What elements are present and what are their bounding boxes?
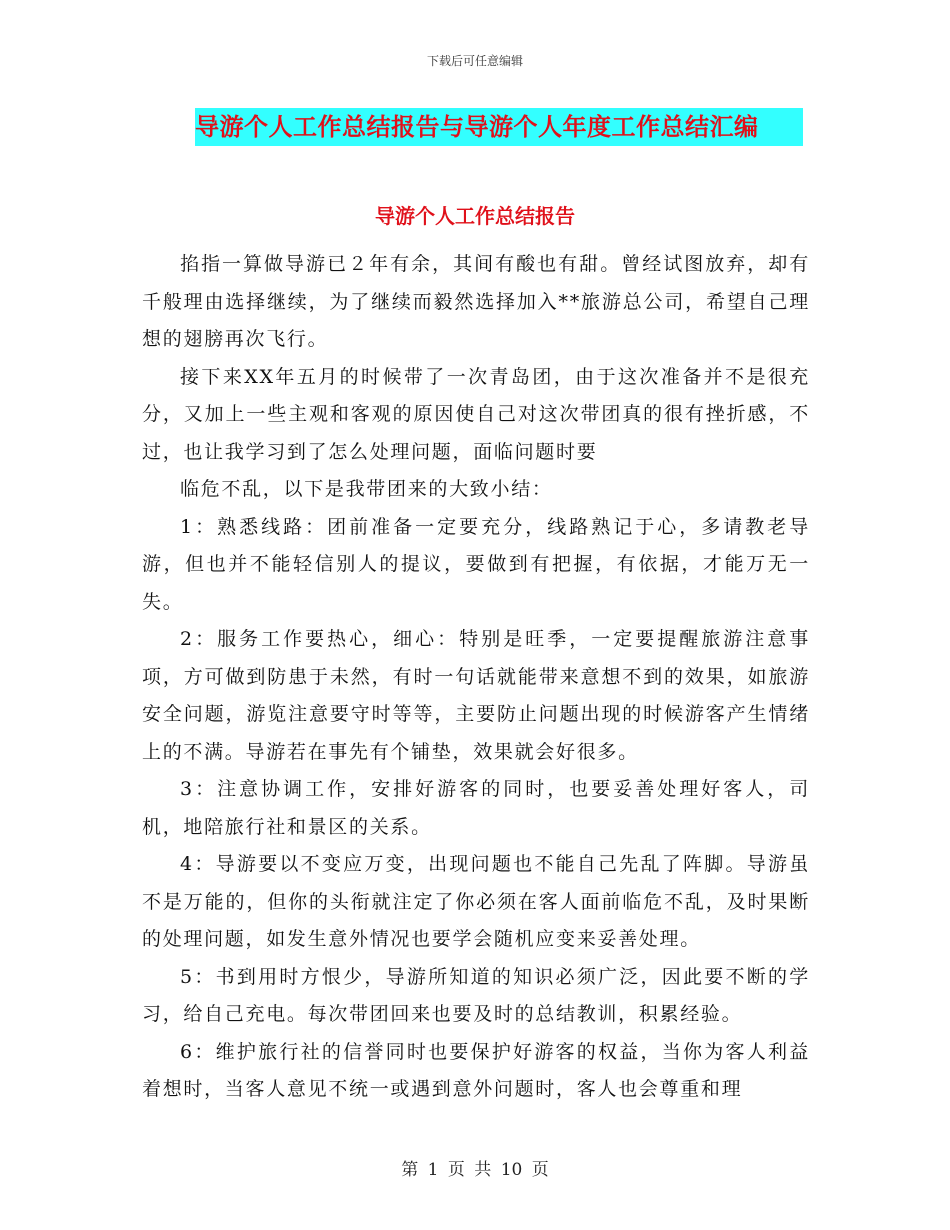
paragraph-2: 接下来XX年五月的时候带了一次青岛团，由于这次准备并不是很充分，又加上一些主观和客观的原因使自己对这次带团真的很有挫折感，不过，也让我学习到了怎么处理问题，面临问题时要 [142,365,810,463]
paragraph-4: 1：熟悉线路：团前准备一定要充分，线路熟记于心，多请教老导游，但也并不能轻信别人的提议，要做到有把握，有依据，才能万无一失。 [142,515,810,613]
body-text [142,246,810,1109]
paragraph-5: 2：服务工作要热心，细心：特别是旺季，一定要提醒旅游注意事项，方可做到防患于未然，有时一句话就能带来意想不到的效果，如旅游安全问题，游览注意要守时等等，主要防止问题出现的时候游客产生情绪上的不满。导游若在事先有个铺垫，效果就会好很多。 [142,628,810,763]
paragraph-3: 临危不乱，以下是我带团来的大致小结： [180,478,553,500]
paragraph-1: 掐指一算做导游已２年有余，其间有酸也有甜。曾经试图放弃，却有千般理由选择继续，为了继续而毅然选择加入**旅游总公司，希望自己理想的翅膀再次飞行。 [142,253,810,350]
paragraph-9: 6：维护旅行社的信誉同时也要保护好游客的权益，当你为客人利益着想时，当客人意见不统一或遇到意外问题时，客人也会尊重和理 [142,1040,810,1100]
section-title: 导游个人工作总结报告 [375,204,575,228]
page-footer: 第 1 页 共 10 页 [401,1160,549,1180]
paragraph-8: 5：书到用时方恨少，导游所知道的知识必须广泛，因此要不断的学习，给自己充电。每次带团回来也要及时的总结教训，积累经验。 [142,965,810,1025]
main-title: 导游个人工作总结报告与导游个人年度工作总结汇编 [195,113,759,141]
paragraph-7: 4：导游要以不变应万变，出现问题也不能自己先乱了阵脚。导游虽不是万能的，但你的头衔就注定了你必须在客人面前临危不乱，及时果断的处理问题，如发生意外情况也要学会随机应变来妥善处理。 [142,853,810,950]
paragraph-6: 3：注意协调工作，安排好游客的同时，也要妥善处理好客人，司机，地陪旅行社和景区的关系。 [142,778,810,838]
main-title-highlight [195,108,803,146]
page-header-note: 下载后可任意编辑 [426,54,523,68]
